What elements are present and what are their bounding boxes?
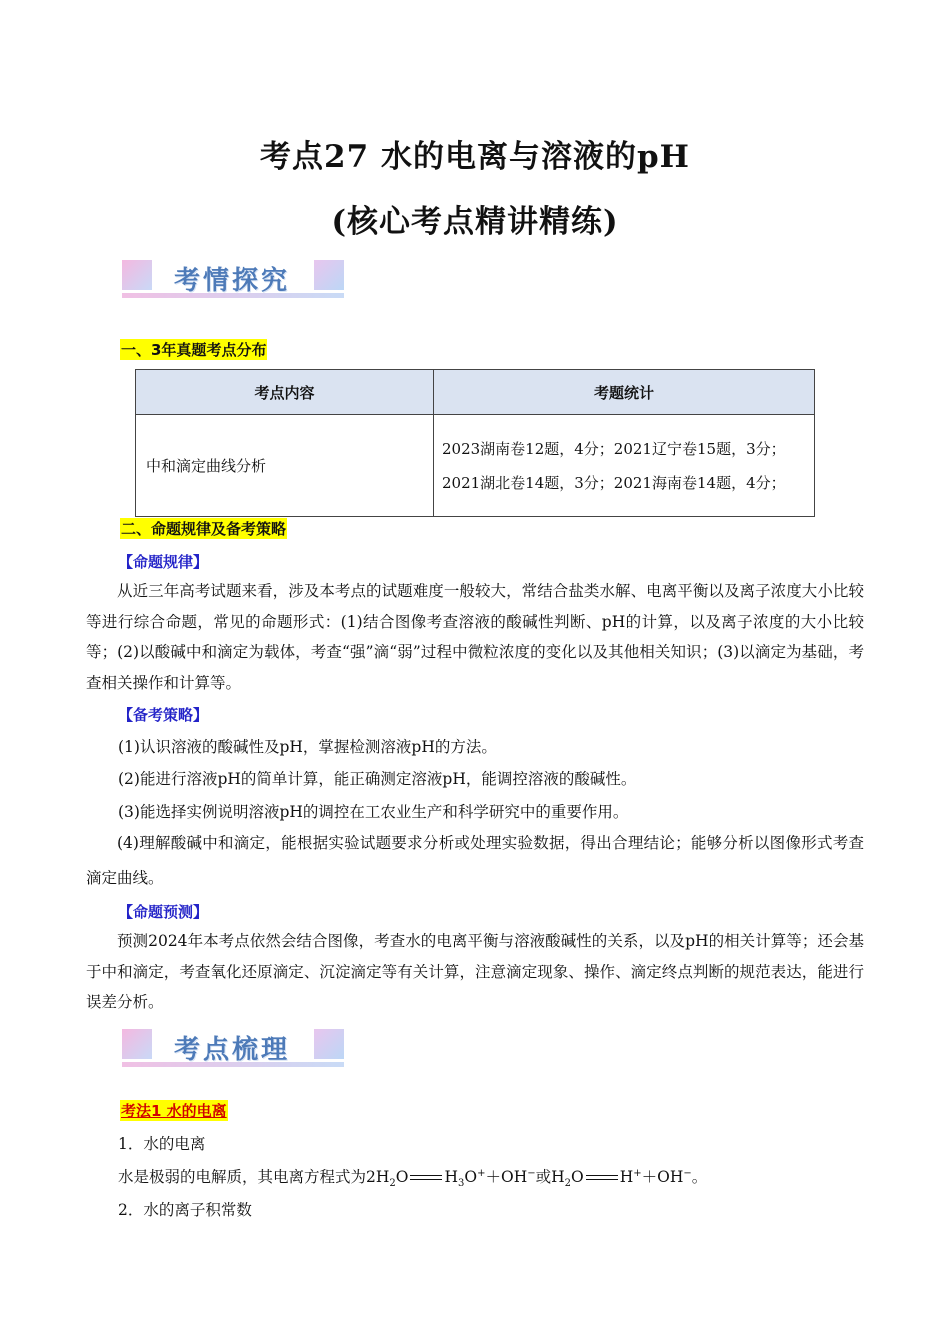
table-header-stats: 考题统计 xyxy=(434,370,815,415)
prediction-paragraph: 预测2024年本考点依然会结合图像，考查水的电离平衡与溶液酸碱性的关系，以及pH的相关计算等；还会基于中和滴定，考查氧化还原滴定、沉淀滴定等有关计算，注意滴定现象、操作、滴定终点判断的规范表达，能进行误差分析。 xyxy=(86,932,864,1011)
equilibrium-arrow-icon xyxy=(584,1174,620,1182)
strategy-item-1: (1)认识溶液的酸碱性及pH，掌握检测溶液pH的方法。 xyxy=(118,738,497,756)
tag-prediction: 【命题预测】 xyxy=(118,903,209,921)
table-cell-stats: 2023湖南卷12题，4分；2021辽宁卷15题，3分；2021湖北卷14题，3分；2021海南卷14题，4分； xyxy=(434,415,815,517)
banner-label: 考情探究 xyxy=(174,266,291,296)
equilibrium-arrow-icon xyxy=(408,1174,444,1182)
banner-label: 考点梳理 xyxy=(174,1035,291,1065)
exam-stats-table xyxy=(135,369,815,517)
table-header-topic: 考点内容 xyxy=(136,370,434,415)
table-cell-topic: 中和滴定曲线分析 xyxy=(136,415,434,517)
section-heading-strategy: 二、命题规律及备考策略 xyxy=(121,520,287,538)
section-heading-distribution: 一、3年真题考点分布 xyxy=(121,341,267,359)
strategy-item-2: (2)能进行溶液pH的简单计算，能正确测定溶液pH，能调控溶液的酸碱性。 xyxy=(118,770,637,788)
strategy-item-3: (3)能选择实例说明溶液pH的调控在工农业生产和科学研究中的重要作用。 xyxy=(118,803,629,821)
ionization-equation: 水是极弱的电解质，其电离方程式为$2H_2O$ $H_3O^++OH^-$或$H_2O$ H+＋OH−。 xyxy=(118,1167,708,1190)
page-subtitle: (核心考点精讲精练) xyxy=(331,204,619,240)
item-ion-product: 2．水的离子积常数 xyxy=(118,1201,252,1219)
table-header-row xyxy=(136,370,815,415)
equation-prefix: 水是极弱的电解质，其电离方程式为2H xyxy=(118,1168,390,1186)
tag-rules: 【命题规律】 xyxy=(118,553,209,571)
banner-decor-left xyxy=(122,1029,152,1059)
banner-decor-right xyxy=(314,1029,344,1059)
banner-key-points xyxy=(122,1027,344,1071)
banner-decor-right xyxy=(314,260,344,290)
table-row xyxy=(136,415,815,517)
rules-paragraph: 从近三年高考试题来看，涉及本考点的试题难度一般较大，常结合盐类水解、电离平衡以及离子浓度大小比较等进行综合命题，常见的命题形式：(1)结合图像考查溶液的酸碱性判断、pH的计算，以及离子浓度的大小比较等；(2)以酸碱中和滴定为载体，考查“强”滴“弱”过程中微粒浓度的变化以及其他相关知识；(3)以滴定为基础，考查相关操作和计算等。 xyxy=(86,582,864,692)
page-title: 考点27 水的电离与溶液的pH xyxy=(260,139,690,175)
method-heading: 考法1 水的电离 xyxy=(121,1102,227,1120)
banner-decor-left xyxy=(122,260,152,290)
tag-strategy: 【备考策略】 xyxy=(118,706,209,724)
strategy-item-4: (4)理解酸碱中和滴定，能根据实验试题要求分析或处理实验数据，得出合理结论；能够分析以图像形式考查滴定曲线。 xyxy=(86,834,864,887)
banner-exam-analysis xyxy=(122,258,344,302)
item-water-ionization: 1．水的电离 xyxy=(118,1135,206,1153)
